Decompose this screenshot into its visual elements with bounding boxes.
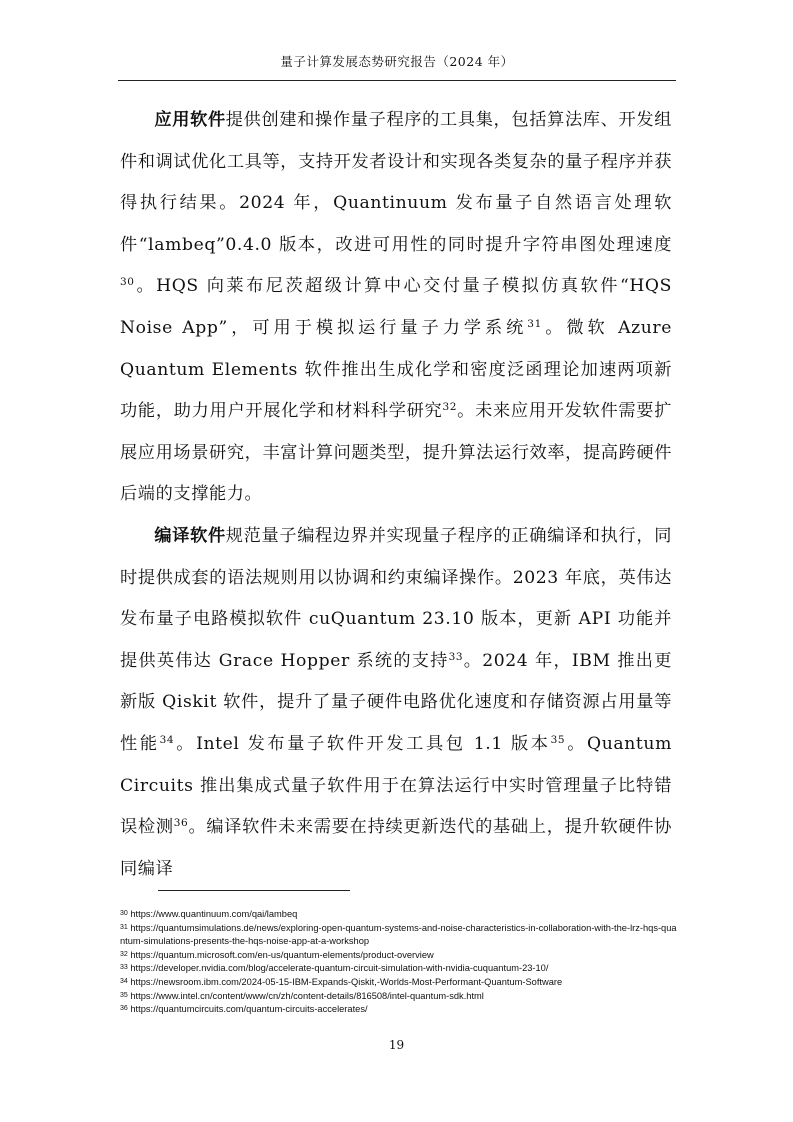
footnote-number: 35	[120, 991, 128, 999]
page-number: 19	[388, 1038, 405, 1052]
footnote-link[interactable]: https://quantum.microsoft.com/en-us/quantum-elements/product-overview	[130, 949, 434, 960]
footnote-number: 34	[120, 977, 128, 985]
term-application-software: 应用软件	[154, 110, 226, 130]
footnote-34	[120, 976, 680, 990]
footnote-link[interactable]: https://quantumcircuits.com/quantum-circuits-accelerates/	[130, 1004, 368, 1015]
paragraph-text: 提供创建和操作量子程序的工具集，包括算法库、开发组件和调试优化工具等，支持开发者设计和实现各类复杂的量子程序并获得执行结果。2024 年，Quantinuum 发布量子自然语言处理软件“lambeq”0.4.0 版本，改进可用性的同时提升字符串图处理速度	[120, 110, 672, 255]
footnote-31	[120, 922, 680, 949]
paragraph-text: 。未来应用开发软件需要扩展应用场景研究，丰富计算问题类型，提升算法运行效率，提高跨硬件后端的支撑能力。	[120, 401, 673, 505]
paragraph-text: 。Intel 发布量子软件开发工具包 1.1 版本	[174, 733, 551, 754]
footnote-ref-32[interactable]: 32	[442, 401, 458, 414]
footnote-number: 36	[120, 1005, 128, 1013]
paragraph-text: 。微软 Azure Quantum Elements 软件推出生成化学和密度泛函理论加速两项新功能，助力用户开展化学和材料科学研究	[120, 317, 672, 422]
header-divider	[118, 80, 676, 81]
footnote-35	[120, 990, 680, 1004]
footnote-link[interactable]: https://newsroom.ibm.com/2024-05-15-IBM-Expands-Qiskit,-Worlds-Most-Performant-Quantum-Software	[130, 976, 563, 987]
footnote-divider	[158, 890, 350, 891]
footnote-number: 31	[120, 923, 128, 931]
footnote-link[interactable]: https://www.intel.cn/content/www/cn/zh/content-details/816508/intel-quantum-sdk.html	[130, 990, 484, 1001]
footnote-30	[120, 908, 680, 922]
footnote-ref-30[interactable]: 30	[120, 276, 135, 289]
footnote-number: 30	[120, 910, 128, 917]
main-body	[120, 100, 672, 890]
footnote-36	[120, 1003, 680, 1017]
paragraph-text: 。2024 年，IBM 推出更新版 Qiskit 软件，提升了量子硬件电路优化速度和存储资源占用量等性能	[120, 650, 672, 754]
footnote-link[interactable]: https://www.quantinuum.com/qai/lambeq	[130, 909, 298, 919]
running-header: 量子计算发展态势研究报告（2024 年）	[280, 54, 514, 69]
paragraph-text: 。编译软件未来需要在持续更新迭代的基础上，提升软硬件协同编译	[120, 817, 672, 879]
footnote-number: 32	[120, 950, 128, 958]
footnote-ref-35[interactable]: 35	[550, 733, 566, 746]
footnote-ref-31[interactable]: 31	[527, 317, 542, 330]
footnote-link[interactable]: https://developer.nvidia.com/blog/accelerate-quantum-circuit-simulation-with-nvidia-cuquantum-23-10/	[130, 963, 549, 974]
footnote-link[interactable]: https://quantumsimulations.de/news/exploring-open-quantum-systems-and-noise-characteristics-in-collaboration-with-the-lrz-hqs-quantum-simulations-presents-the-hqs-noise-app-at-a-workshop	[120, 922, 677, 947]
footnote-32	[120, 949, 680, 963]
term-compiler-software: 编译软件	[154, 525, 226, 546]
footnotes	[120, 908, 680, 1017]
footnote-number: 33	[120, 964, 128, 972]
paragraph-text: 。Quantum Circuits 推出集成式量子软件用于在算法运行中实时管理量子比特错误检测	[120, 733, 672, 838]
footnote-ref-33[interactable]: 33	[448, 650, 464, 663]
footnote-ref-34[interactable]: 34	[159, 733, 175, 746]
paragraph-application-software	[120, 100, 672, 516]
paragraph-text: 。HQS 向莱布尼茨超级计算中心交付量子模拟仿真软件“HQS Noise App”，可用于模拟运行量子力学系统	[120, 276, 672, 338]
footnote-ref-36[interactable]: 36	[173, 817, 189, 830]
paragraph-compiler-software	[120, 516, 672, 890]
paragraph-text: 规范量子编程边界并实现量子程序的正确编译和执行，同时提供成套的语法规则用以协调和约束编译操作。2023 年底，英伟达发布量子电路模拟软件 cuQuantum 23.10 版本，更新 API 功能并提供英伟达 Grace Hopper 系统的支持	[120, 525, 672, 671]
footnote-33	[120, 962, 680, 976]
